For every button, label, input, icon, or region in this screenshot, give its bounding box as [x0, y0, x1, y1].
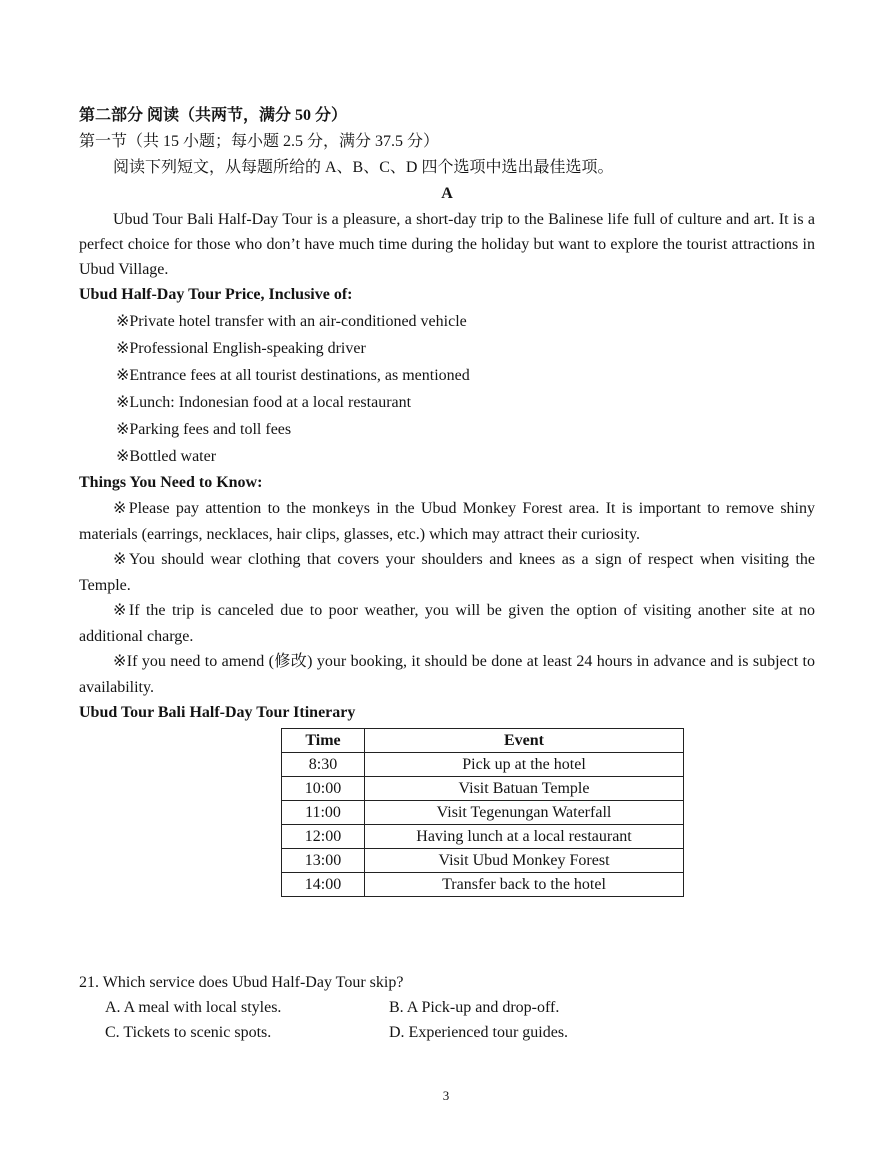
inclusion-item: ※Parking fees and toll fees [116, 421, 292, 438]
event-cell: Visit Ubud Monkey Forest [365, 849, 684, 873]
event-cell: Visit Batuan Temple [365, 777, 684, 801]
option-c[interactable]: C. Tickets to scenic spots. [105, 1024, 272, 1041]
notice-item: ※If you need to amend (修改) your booking, it should be done at least 24 hours in advance and is subject to availability. [79, 653, 815, 696]
table-row [282, 873, 684, 897]
options-row-2 [79, 1020, 815, 1045]
event-cell: Having lunch at a local restaurant [365, 825, 684, 849]
passage-label: A [441, 185, 453, 202]
exam-page [79, 103, 815, 897]
itinerary-table [281, 728, 684, 897]
table-row [282, 801, 684, 825]
time-cell: 12:00 [282, 825, 365, 849]
option-b[interactable]: B. A Pick-up and drop-off. [389, 999, 560, 1016]
table-row [282, 849, 684, 873]
time-cell: 13:00 [282, 849, 365, 873]
notice-item: ※You should wear clothing that covers your shoulders and knees as a sign of respect when visiting the Temple. [79, 551, 815, 594]
time-cell: 10:00 [282, 777, 365, 801]
table-row [282, 777, 684, 801]
inclusion-item: ※Professional English-speaking driver [116, 340, 366, 357]
option-d[interactable]: D. Experienced tour guides. [389, 1024, 569, 1041]
inclusion-item: ※Entrance fees at all tourist destinations, as mentioned [116, 367, 470, 384]
option-a[interactable]: A. A meal with local styles. [105, 999, 282, 1016]
know-heading: Things You Need to Know: [79, 474, 263, 491]
column-header-event: Event [365, 729, 684, 753]
inclusion-item: ※Bottled water [116, 448, 217, 465]
time-cell: 8:30 [282, 753, 365, 777]
column-header-time: Time [282, 729, 365, 753]
options-row-1 [79, 995, 815, 1020]
time-cell: 11:00 [282, 801, 365, 825]
part-title: 第二部分 阅读（共两节，满分 50 分） [79, 107, 348, 124]
page-number: 3 [442, 1088, 450, 1103]
question-stem: 21. Which service does Ubud Half-Day Tour skip? [79, 974, 404, 991]
passage-intro: Ubud Tour Bali Half-Day Tour is a pleasure, a short-day trip to the Balinese life full of culture and art. It is a perfect choice for those who don’t have much time during the holiday but want to explore the tourist attractions in Ubud Village. [79, 211, 815, 278]
notice-item: ※If the trip is canceled due to poor weather, you will be given the option of visiting another site at no additional charge. [79, 602, 815, 645]
inclusion-item: ※Private hotel transfer with an air-conditioned vehicle [116, 313, 467, 330]
event-cell: Visit Tegenungan Waterfall [365, 801, 684, 825]
inclusion-item: ※Lunch: Indonesian food at a local restaurant [116, 394, 412, 411]
instruction-text: 阅读下列短文，从每题所给的 A、B、C、D 四个选项中选出最佳选项。 [113, 159, 614, 176]
table-row [282, 825, 684, 849]
section-title: 第一节（共 15 小题；每小题 2.5 分，满分 37.5 分） [79, 133, 440, 150]
price-heading: Ubud Half-Day Tour Price, Inclusive of: [79, 286, 353, 303]
notice-item: ※Please pay attention to the monkeys in the Ubud Monkey Forest area. It is important to remove shiny materials (earrings, necklaces, hair clips, glasses, etc.) which may attract their curiosity. [79, 500, 815, 543]
itinerary-heading: Ubud Tour Bali Half-Day Tour Itinerary [79, 704, 356, 721]
question-21 [79, 970, 815, 1045]
event-cell: Pick up at the hotel [365, 753, 684, 777]
time-cell: 14:00 [282, 873, 365, 897]
event-cell: Transfer back to the hotel [365, 873, 684, 897]
table-row [282, 753, 684, 777]
table-header-row [282, 729, 684, 753]
